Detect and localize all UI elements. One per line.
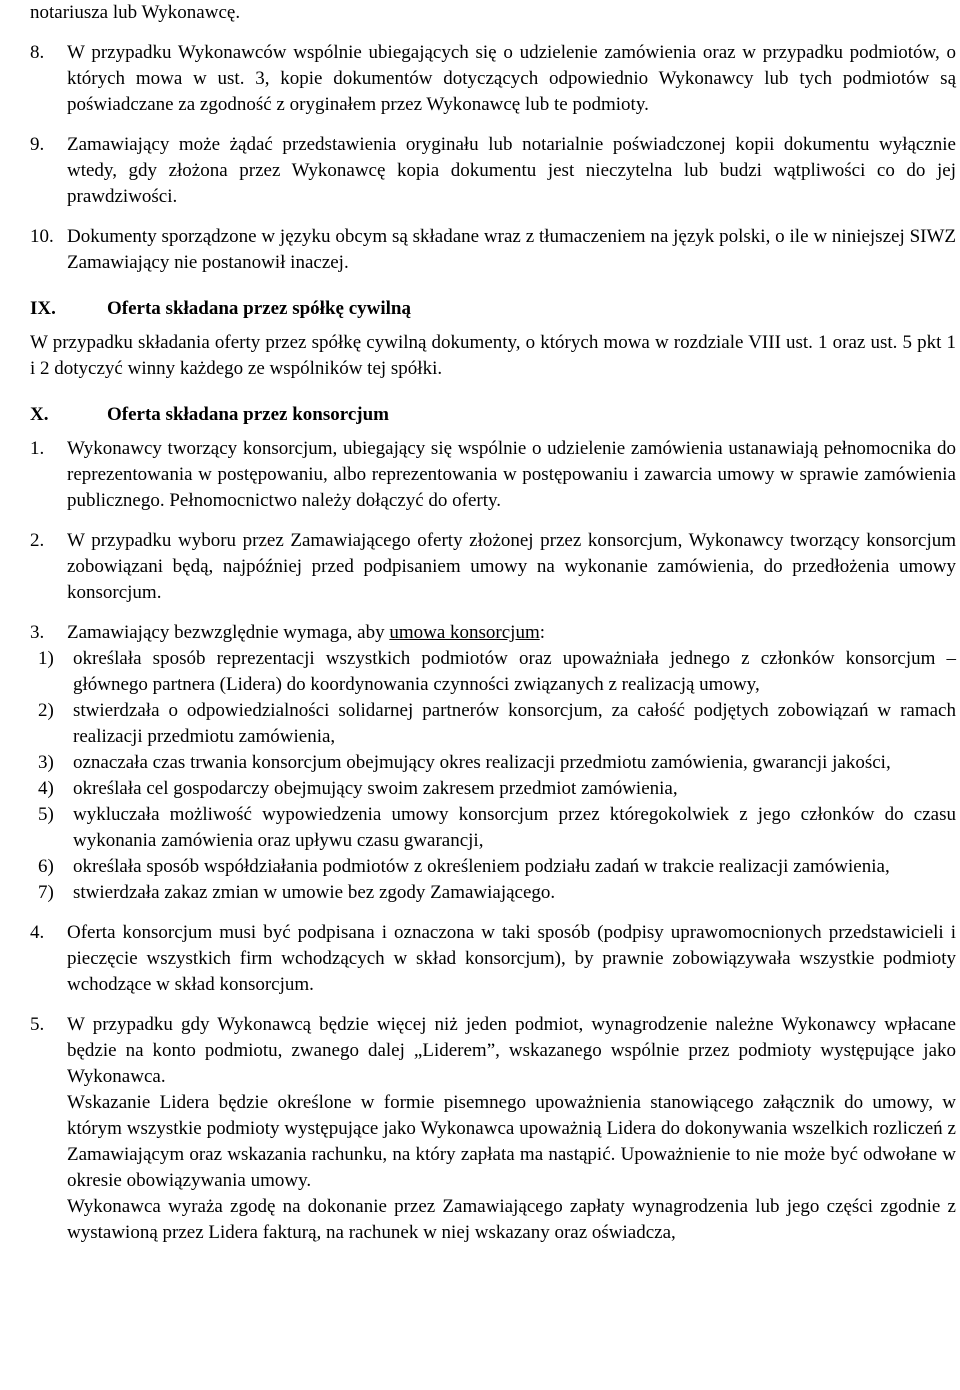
section-title: Oferta składana przez konsorcjum: [107, 404, 389, 425]
subitem-3: [30, 750, 956, 776]
item-paragraph-2: Wskazanie Lidera będzie określone w formie pisemnego upoważnienia stanowiącego załącznik do umowy, w którym wszystkie podmioty występujące jako Wykonawca upoważnią Lidera do dokonywania wszelkich rozliczeń z Zamawiającym oraz wskazania rachunku, na który zapłata ma nastąpić. Upoważnienie to nie może być odwołane w okresie obowiązywania umowy.: [67, 1092, 956, 1191]
item-text: Wykonawcy tworzący konsorcjum, ubiegający się wspólnie o udzielenie zamówienia ustanawiają pełnomocnika do reprezentowania w postępowaniu, albo reprezentowania w postępowaniu i zawarcia umowy w sprawie zamówienia publicznego. Pełnomocnictwo należy dołączyć do oferty.: [67, 438, 956, 511]
subitem-number: 7): [38, 882, 54, 903]
subitem-number: 3): [38, 752, 54, 773]
subitem-text: określała sposób reprezentacji wszystkich podmiotów oraz upoważniała jednego z członków konsorcjum – głównego partnera (Lidera) do koordynowania czynności związanych z realizacją umowy,: [73, 648, 956, 695]
list-item-x-4: [30, 920, 956, 998]
subitem-2: [30, 698, 956, 750]
item-text: W przypadku gdy Wykonawcą będzie więcej niż jeden podmiot, wynagrodzenie należne Wykonawcy wpłacane będzie na konto podmiotu, zwanego dalej „Liderem”, wskazanego wspólnie przez podmioty występujące jako Wykonawca.: [67, 1014, 956, 1087]
list-item-x-2: [30, 528, 956, 606]
item-text: Zamawiający może żądać przedstawienia oryginału lub notarialnie poświadczonej kopii dokumentu wyłącznie wtedy, gdy złożona przez Wykonawcę kopia dokumentu jest nieczytelna lub budzi wątpliwości co do jej prawdziwości.: [67, 134, 956, 207]
section-number: IX.: [30, 298, 56, 319]
section-title: Oferta składana przez spółkę cywilną: [107, 298, 411, 319]
subitem-text: oznaczała czas trwania konsorcjum obejmujący okres realizacji przedmiotu zamówienia, gwarancji jakości,: [73, 752, 891, 773]
subitem-text: stwierdzała o odpowiedzialności solidarnej partnerów konsorcjum, za całość podjętych zobowiązań w ramach realizacji przedmiotu zamówienia,: [73, 700, 956, 747]
document-page: [30, 0, 956, 1246]
underlined-term: umowa konsorcjum: [389, 622, 540, 643]
item-text: [67, 620, 956, 646]
item-text-before: Zamawiający bezwzględnie wymaga, aby: [67, 622, 390, 643]
subitem-1: [30, 646, 956, 698]
subitem-7: [30, 880, 956, 906]
list-item-10: [30, 224, 956, 276]
item-number: 10.: [30, 226, 54, 247]
item-text: Dokumenty sporządzone w języku obcym są składane wraz z tłumaczeniem na język polski, o ile w niniejszej SIWZ Zamawiający nie postanowił inaczej.: [67, 226, 956, 273]
section-heading-ix: [30, 296, 956, 322]
item-number: 2.: [30, 530, 45, 551]
subitem-number: 4): [38, 778, 54, 799]
section-heading-x: [30, 402, 956, 428]
list-item-x-3: [30, 620, 956, 646]
continuation-line: notariusza lub Wykonawcę.: [30, 2, 241, 23]
section-ix-body: W przypadku składania oferty przez spółkę cywilną dokumenty, o których mowa w rozdziale VIII ust. 1 oraz ust. 5 pkt 1 i 2 dotyczyć winny każdego ze wspólników tej spółki.: [30, 332, 956, 379]
item-number: 1.: [30, 438, 45, 459]
subitem-text: określała sposób współdziałania podmiotów z określeniem podziału zadań w trakcie realizacji zamówienia,: [73, 856, 890, 877]
subitem-4: [30, 776, 956, 802]
subitem-number: 5): [38, 804, 54, 825]
list-item-9: [30, 132, 956, 210]
section-number: X.: [30, 404, 49, 425]
item-number: 8.: [30, 42, 45, 63]
list-item-8: [30, 40, 956, 118]
subitem-6: [30, 854, 956, 880]
item-paragraph-3: Wykonawca wyraża zgodę na dokonanie przez Zamawiającego zapłaty wynagrodzenia lub jego części zgodnie z wystawioną przez Lidera fakturą, na rachunek w niej wskazany oraz oświadcza,: [67, 1196, 956, 1243]
subitem-number: 2): [38, 700, 54, 721]
item-text-after: :: [539, 622, 546, 643]
list-item-x-1: [30, 436, 956, 514]
subitem-number: 1): [38, 648, 54, 669]
item-number: 9.: [30, 134, 45, 155]
list-item-x-5: [30, 1012, 956, 1246]
item-text: W przypadku wyboru przez Zamawiającego oferty złożonej przez konsorcjum, Wykonawcy tworzący konsorcjum zobowiązani będą, najpóźniej przed podpisaniem umowy na wykonanie zamówienia, do przedłożenia umowy konsorcjum.: [67, 530, 956, 603]
subitem-number: 6): [38, 856, 54, 877]
subitem-text: określała cel gospodarczy obejmujący swoim zakresem przedmiot zamówienia,: [73, 778, 678, 799]
item-number: 4.: [30, 922, 45, 943]
item-number: 5.: [30, 1014, 45, 1035]
item-text: Oferta konsorcjum musi być podpisana i oznaczona w taki sposób (podpisy uprawomocnionych przedstawicieli i pieczęcie wszystkich firm wchodzących w skład konsorcjum), by prawnie zobowiązywała wszystkie podmioty wchodzące w skład konsorcjum.: [67, 922, 956, 995]
subitem-5: [30, 802, 956, 854]
item-text: W przypadku Wykonawców wspólnie ubiegających się o udzielenie zamówienia oraz w przypadku podmiotów, o których mowa w ust. 3, kopie dokumentów dotyczących odpowiednio Wykonawcy lub tych podmiotów są poświadczane za zgodność z oryginałem przez Wykonawcę lub te podmioty.: [67, 42, 956, 115]
subitem-text: wykluczała możliwość wypowiedzenia umowy konsorcjum przez któregokolwiek z jego członków do czasu wykonania zamówienia oraz upływu czasu gwarancji,: [73, 804, 956, 851]
subitem-text: stwierdzała zakaz zmian w umowie bez zgody Zamawiającego.: [73, 882, 556, 903]
item-number: 3.: [30, 622, 45, 643]
